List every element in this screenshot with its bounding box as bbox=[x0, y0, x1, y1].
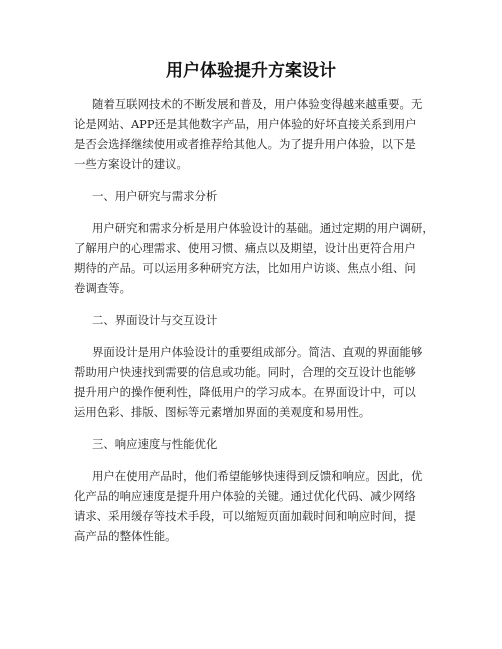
section-2-heading: 二、界面设计与交互设计 bbox=[92, 313, 218, 327]
intro-line-1: 随着互联网技术的不断发展和普及，用户体验变得越来越重要。无 bbox=[92, 97, 423, 111]
intro-line-2: 论是网站、APP还是其他数字产品，用户体验的好坏直接关系到用户 bbox=[74, 117, 417, 131]
intro-line-4: 一些方案设计的建议。 bbox=[74, 157, 188, 171]
section-3-line-1: 用户在使用产品时，他们希望能够快速得到反馈和响应。因此，优 bbox=[92, 469, 423, 483]
section-1-line-1: 用户研究和需求分析是用户体验设计的基础。通过定期的用户调研， bbox=[92, 221, 434, 235]
section-1-heading: 一、用户研究与需求分析 bbox=[92, 189, 218, 203]
section-1-line-2: 了解用户的心理需求、使用习惯、痛点以及期望，设计出更符合用户 bbox=[74, 241, 416, 255]
section-2-line-2: 帮助用户快速找到需要的信息或功能。同时，合理的交互设计也能够 bbox=[74, 365, 416, 379]
section-3-line-2: 化产品的响应速度是提升用户体验的关键。通过优化代码、减少网络 bbox=[74, 489, 416, 503]
section-1-line-4: 卷调查等。 bbox=[74, 281, 131, 295]
section-2-line-1: 界面设计是用户体验设计的重要组成部分。简洁、直观的界面能够 bbox=[92, 345, 423, 359]
intro-line-3: 是否会选择继续使用或者推荐给其他人。为了提升用户体验，以下是 bbox=[74, 137, 416, 151]
section-3-line-4: 高产品的整体性能。 bbox=[74, 529, 177, 543]
section-2-line-4: 运用色彩、排版、图标等元素增加界面的美观度和易用性。 bbox=[74, 405, 371, 419]
section-1-line-3: 期待的产品。可以运用多种研究方法，比如用户访谈、焦点小组、问 bbox=[74, 261, 416, 275]
section-3-line-3: 请求、采用缓存等技术手段，可以缩短页面加载时间和响应时间，提 bbox=[74, 509, 416, 523]
section-3-heading: 三、响应速度与性能优化 bbox=[92, 437, 218, 451]
section-2-line-3: 提升用户的操作便利性，降低用户的学习成本。在界面设计中，可以 bbox=[74, 385, 416, 399]
document-title: 用户体验提升方案设计 bbox=[166, 61, 336, 81]
